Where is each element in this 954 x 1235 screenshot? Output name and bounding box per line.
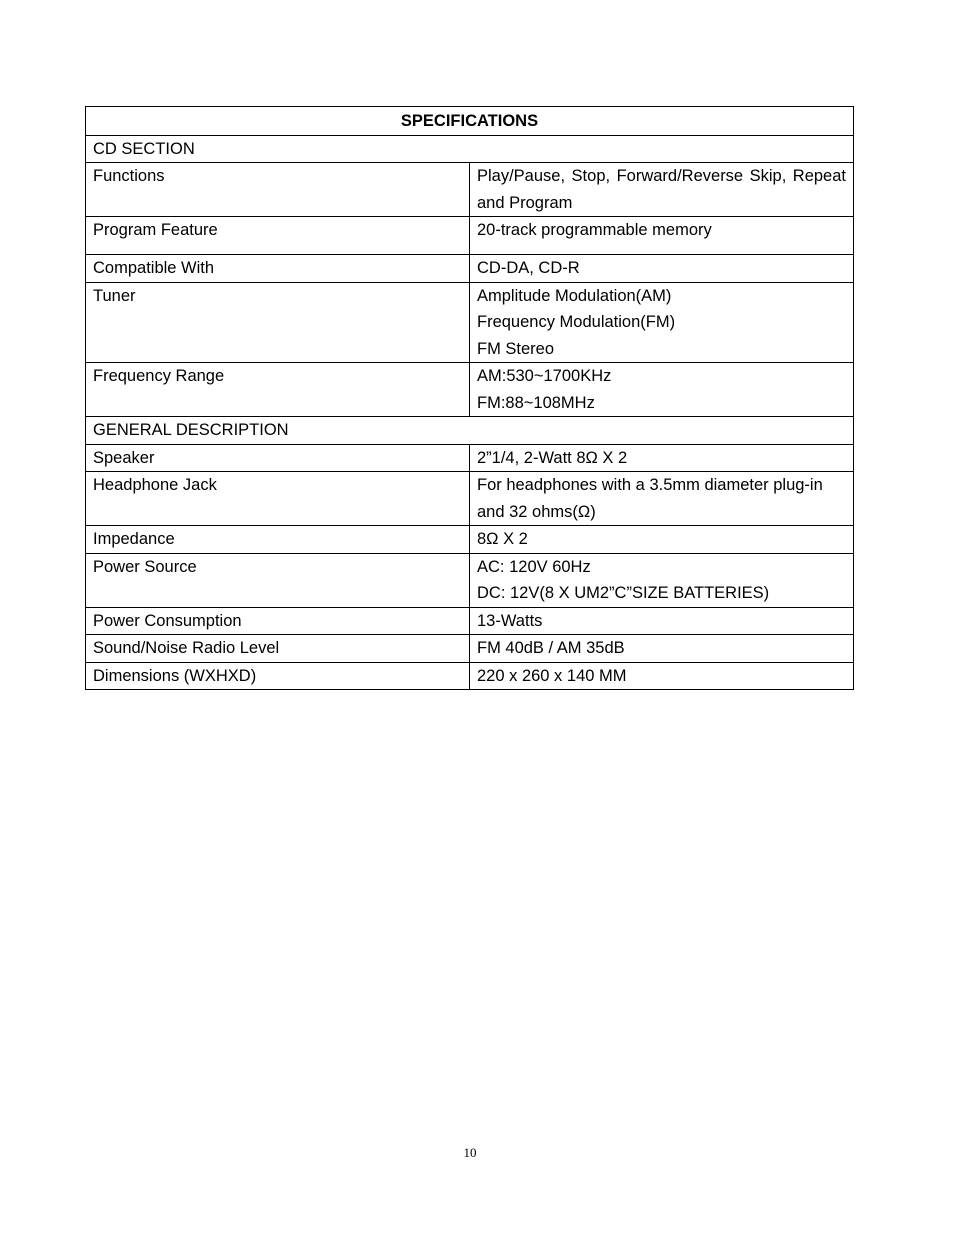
spec-row-headphone-jack: [86, 472, 854, 526]
table-title: SPECIFICATIONS: [86, 107, 854, 136]
spec-label: Compatible With: [86, 255, 470, 283]
spec-label: Functions: [86, 163, 470, 217]
spec-label: Power Consumption: [86, 607, 470, 635]
spec-value: 2”1/4, 2-Watt 8Ω X 2: [470, 444, 854, 472]
spec-label: Frequency Range: [86, 363, 470, 417]
spec-row-sound-noise: [86, 635, 854, 663]
spec-value: [470, 553, 854, 607]
spec-value-line: FM Stereo: [477, 339, 555, 358]
spec-label: Tuner: [86, 282, 470, 363]
cd-section-heading: CD SECTION: [86, 135, 854, 163]
spec-value: 13-Watts: [470, 607, 854, 635]
spec-label: Speaker: [86, 444, 470, 472]
spec-value: Play/Pause, Stop, Forward/Reverse Skip, Repeat and Program: [470, 163, 854, 217]
spec-row-compatible-with: [86, 255, 854, 283]
spec-value: 220 x 260 x 140 MM: [470, 662, 854, 690]
spec-row-speaker: [86, 444, 854, 472]
spec-value: 8Ω X 2: [470, 526, 854, 554]
spec-value: [470, 282, 854, 363]
spec-row-tuner: [86, 282, 854, 363]
spec-value-line: FM:88~108MHz: [477, 393, 595, 412]
general-description-heading: GENERAL DESCRIPTION: [86, 417, 854, 445]
spec-label: Impedance: [86, 526, 470, 554]
section-heading-row: [86, 135, 854, 163]
spec-value: For headphones with a 3.5mm diameter plug-in and 32 ohms(Ω): [470, 472, 854, 526]
specifications-table: [85, 106, 854, 690]
spec-row-program-feature: [86, 217, 854, 255]
spec-label: Headphone Jack: [86, 472, 470, 526]
spec-value: FM 40dB / AM 35dB: [470, 635, 854, 663]
spec-label: Sound/Noise Radio Level: [86, 635, 470, 663]
spec-value: CD-DA, CD-R: [470, 255, 854, 283]
spec-row-power-source: [86, 553, 854, 607]
spec-value-line: Frequency Modulation(FM): [477, 313, 676, 331]
spec-value-line: AC: 120V 60Hz: [477, 557, 591, 576]
section-heading-row: [86, 417, 854, 445]
spec-value: [470, 363, 854, 417]
spec-row-dimensions: [86, 662, 854, 690]
spec-value-line: Amplitude Modulation(AM): [477, 286, 672, 305]
spec-label: Dimensions (WXHXD): [86, 662, 470, 690]
table-title-row: [86, 107, 854, 136]
spec-value-line: DC: 12V(8 X UM2”C”SIZE BATTERIES): [477, 584, 770, 602]
spec-value-line: AM:530~1700KHz: [477, 367, 612, 385]
spec-label: Program Feature: [86, 217, 470, 255]
spec-row-frequency-range: [86, 363, 854, 417]
spec-value: 20-track programmable memory: [470, 217, 854, 255]
spec-row-power-consumption: [86, 607, 854, 635]
page-number: 10: [463, 1145, 477, 1160]
spec-label: Power Source: [86, 553, 470, 607]
spec-row-impedance: [86, 526, 854, 554]
spec-row-functions: [86, 163, 854, 217]
